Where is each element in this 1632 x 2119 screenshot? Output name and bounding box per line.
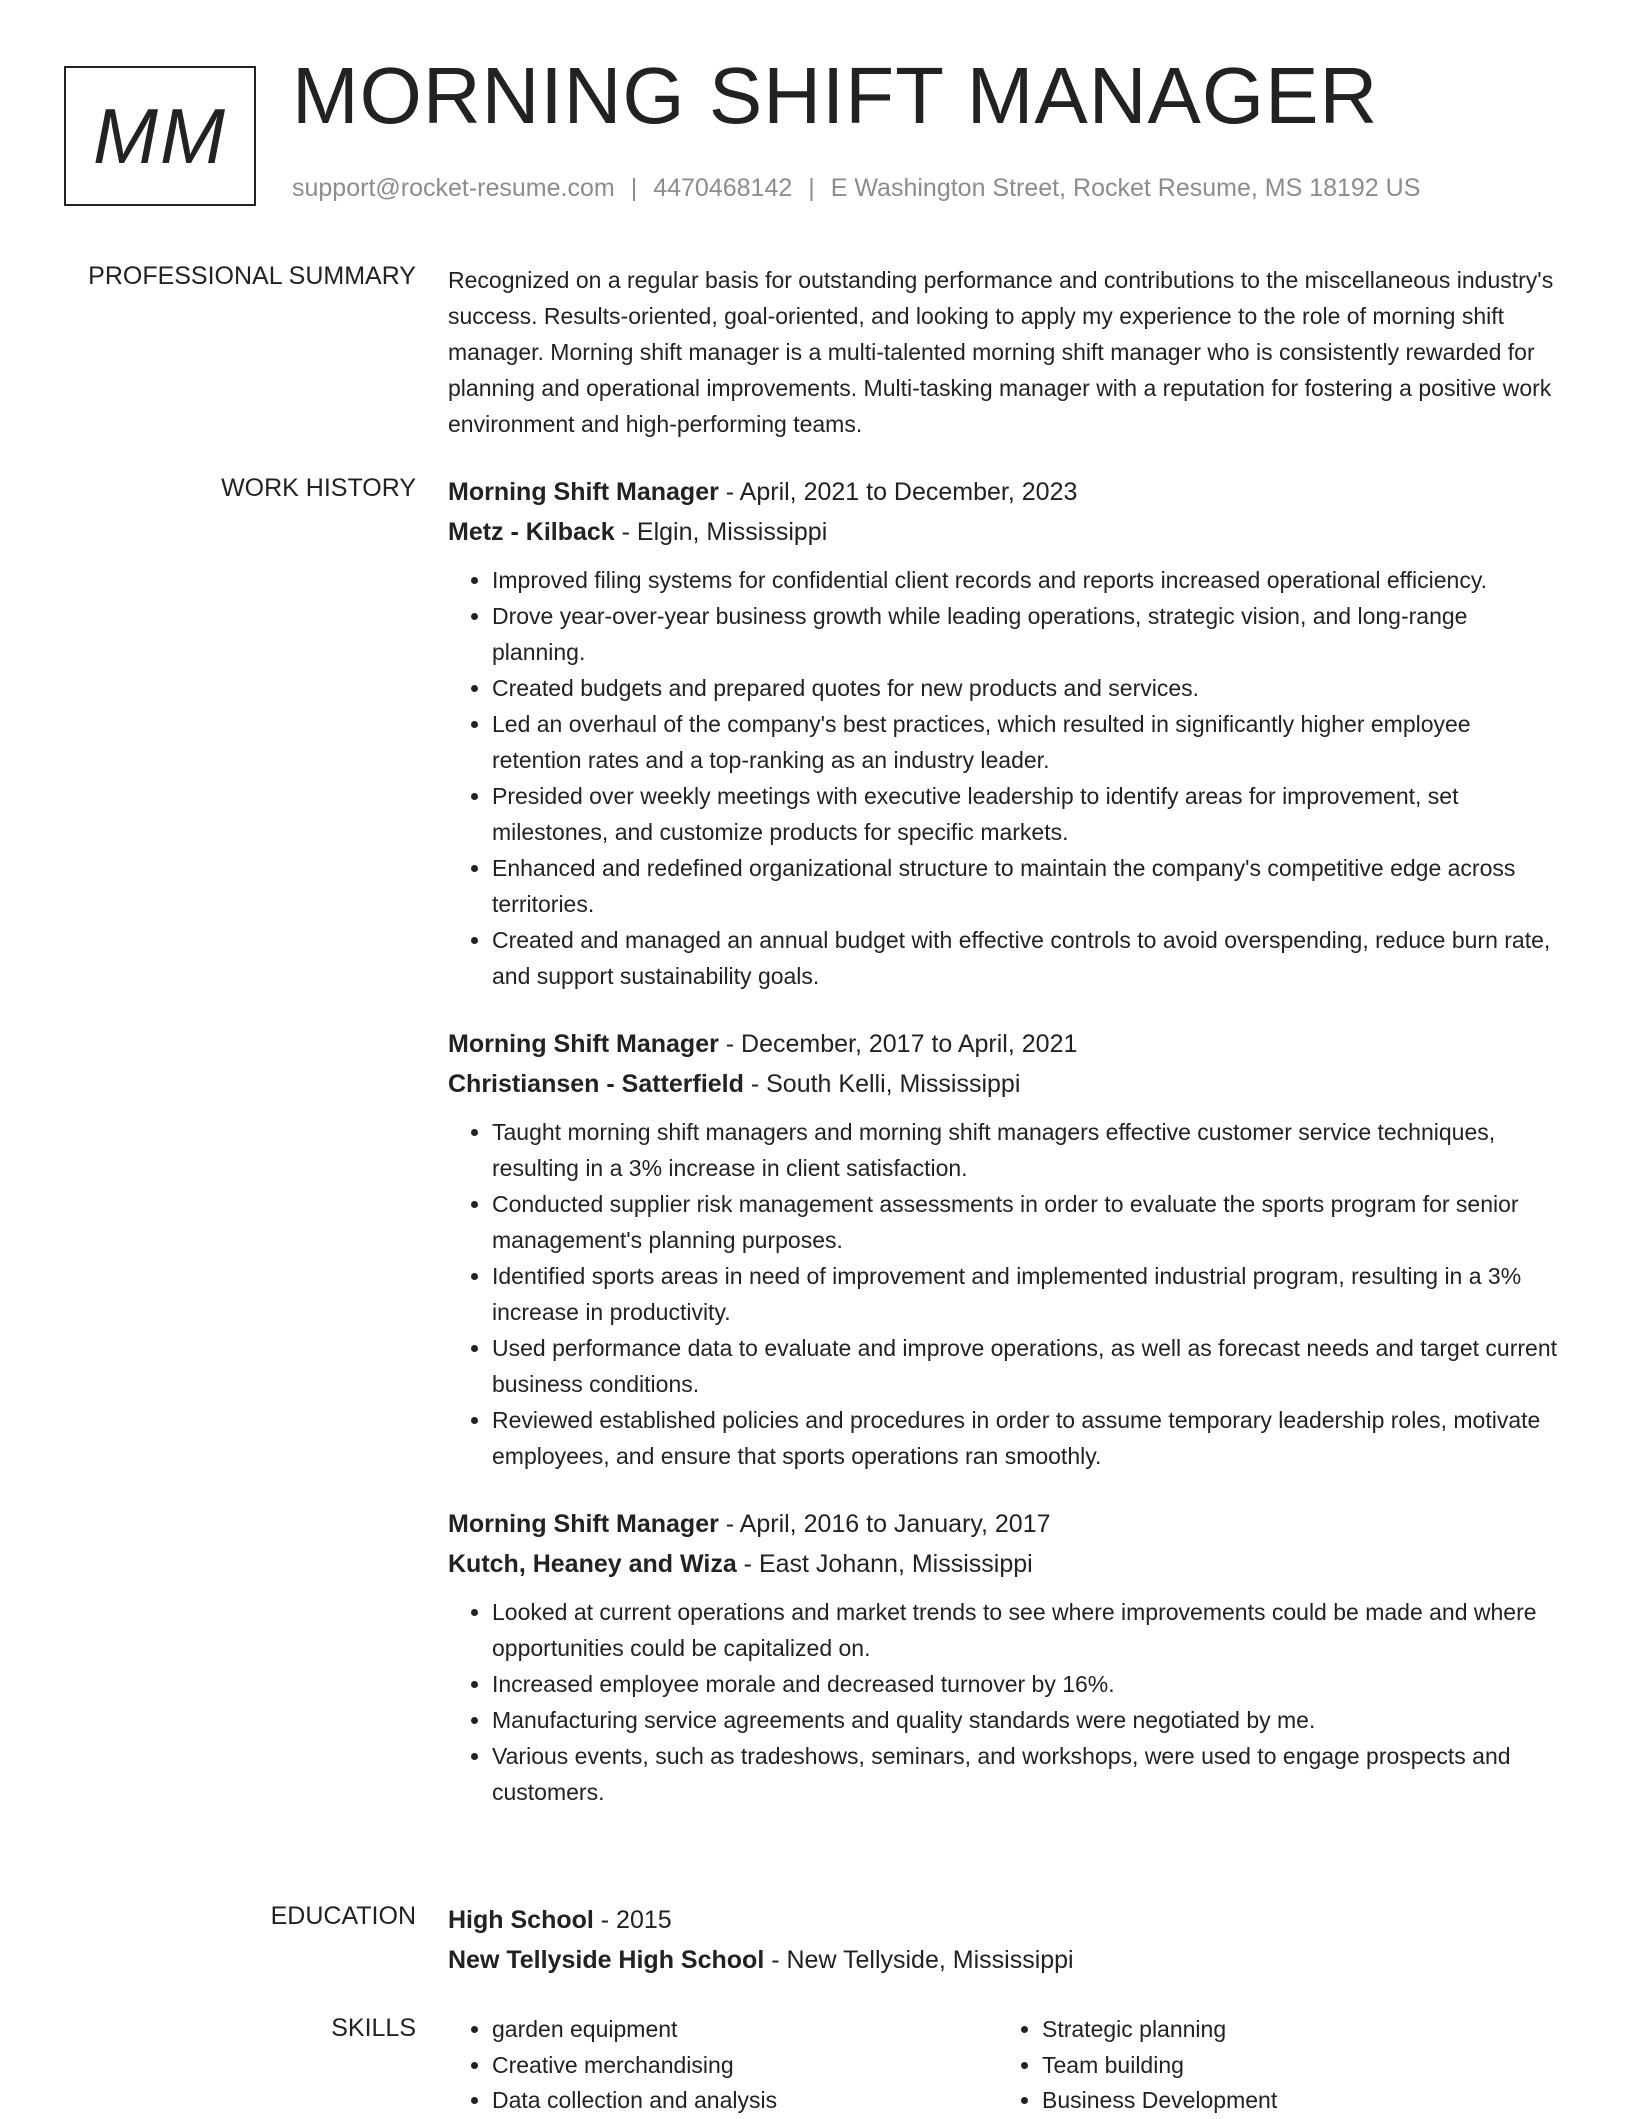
job-title-line xyxy=(448,472,1560,512)
job-bullet: • Various events, such as tradeshows, seminars, and workshops, were used to engage prospects and customers. xyxy=(492,1738,1560,1810)
contact-address: E Washington Street, Rocket Resume, MS 18192 US xyxy=(830,174,1421,202)
job-role: Morning Shift Manager xyxy=(448,1510,719,1538)
job-company: Metz - Kilback xyxy=(448,518,615,546)
section-label-education: EDUCATION xyxy=(270,1902,416,1930)
job-bullet: • Identified sports areas in need of improvement and implemented industrial program, resulting in a 3% increase in productivity. xyxy=(492,1258,1560,1330)
contact-line xyxy=(292,174,1420,203)
job-bullet: • Created and managed an annual budget with effective controls to avoid overspending, reduce burn rate, and support sustainability goals. xyxy=(492,922,1560,994)
job-bullet: • Led an overhaul of the company's best practices, which resulted in significantly higher employee retention rates and a top-ranking as an industry leader. xyxy=(492,706,1560,778)
section-label-summary: PROFESSIONAL SUMMARY xyxy=(88,262,416,290)
education-year: - 2015 xyxy=(593,1906,672,1934)
job-title-line xyxy=(448,1504,1560,1544)
contact-separator: | xyxy=(630,174,638,202)
education-degree: High School xyxy=(448,1906,594,1934)
job-bullet: • Reviewed established policies and procedures in order to assume temporary leadership roles, motivate employees, and ensure that sports operations ran smoothly. xyxy=(492,1402,1560,1474)
job-entry xyxy=(448,472,1560,994)
job-bullet: • Improved filing systems for confidential client records and reports increased operational efficiency. xyxy=(492,562,1560,598)
skills-column-left xyxy=(448,2012,998,2119)
job-dates: - April, 2021 to December, 2023 xyxy=(718,478,1078,506)
page-title: MORNING SHIFT MANAGER xyxy=(292,51,1379,140)
contact-separator: | xyxy=(808,174,815,202)
job-bullet: • Created budgets and prepared quotes for new products and services. xyxy=(492,670,1560,706)
skill-item: • Team building xyxy=(1042,2048,1548,2084)
job-company: Christiansen - Satterfield xyxy=(448,1070,744,1098)
job-role: Morning Shift Manager xyxy=(448,478,719,506)
summary-text: Recognized on a regular basis for outstanding performance and contributions to the miscellaneous industry's success. Results-oriented, goal-oriented, and looking to apply my experience to the role of morning shift manager. Morning shift manager is a multi-talented morning shift manager who is consistently rewarded for planning and operational improvements. Multi-tasking manager with a reputation for fostering a positive work environment and high-performing teams. xyxy=(448,267,1554,437)
job-bullet: • Conducted supplier risk management assessments in order to evaluate the sports program for senior management's planning purposes. xyxy=(492,1186,1560,1258)
job-bullet: • Manufacturing service agreements and quality standards were negotiated by me. xyxy=(492,1702,1560,1738)
education-location: - New Tellyside, Mississippi xyxy=(764,1946,1074,1974)
job-dates: - December, 2017 to April, 2021 xyxy=(718,1030,1078,1058)
job-bullet: • Drove year-over-year business growth while leading operations, strategic vision, and long-range planning. xyxy=(492,598,1560,670)
job-bullets xyxy=(448,1114,1560,1474)
job-bullets xyxy=(448,562,1560,994)
job-bullet: • Looked at current operations and market trends to see where improvements could be made and where opportunities could be capitalized on. xyxy=(492,1594,1560,1666)
job-company-line xyxy=(448,1544,1560,1584)
section-label-skills: SKILLS xyxy=(331,2014,416,2042)
job-bullet: • Increased employee morale and decreased turnover by 16%. xyxy=(492,1666,1560,1702)
skill-item: • Creative merchandising xyxy=(492,2048,998,2084)
job-entry xyxy=(448,1504,1560,1810)
education-degree-line xyxy=(448,1900,1560,1940)
skill-item: • Data collection and analysis xyxy=(492,2083,998,2119)
skill-item: • garden equipment xyxy=(492,2012,998,2048)
job-title-line xyxy=(448,1024,1560,1064)
job-entry xyxy=(448,1024,1560,1474)
contact-email[interactable]: support@rocket-resume.com xyxy=(292,174,615,202)
job-bullet: • Enhanced and redefined organizational structure to maintain the company's competitive edge across territories. xyxy=(492,850,1560,922)
job-company-line xyxy=(448,1064,1560,1104)
education-school-line xyxy=(448,1940,1560,1980)
education-body xyxy=(448,1900,1560,1980)
monogram-badge: MM xyxy=(64,66,256,206)
job-bullet: • Used performance data to evaluate and improve operations, as well as forecast needs and target current business conditions. xyxy=(492,1330,1560,1402)
job-location: - Elgin, Mississippi xyxy=(614,518,828,546)
job-dates: - April, 2016 to January, 2017 xyxy=(718,1510,1051,1538)
skills-column-right xyxy=(998,2012,1548,2119)
job-bullet: • Presided over weekly meetings with executive leadership to identify areas for improvement, set milestones, and customize products for specific markets. xyxy=(492,778,1560,850)
job-company-line xyxy=(448,512,1560,552)
job-bullets xyxy=(448,1594,1560,1810)
job-bullet: • Taught morning shift managers and morning shift managers effective customer service techniques, resulting in a 3% increase in client satisfaction. xyxy=(492,1114,1560,1186)
contact-phone[interactable]: 4470468142 xyxy=(653,174,793,202)
job-location: - East Johann, Mississippi xyxy=(736,1550,1033,1578)
job-role: Morning Shift Manager xyxy=(448,1030,719,1058)
job-company: Kutch, Heaney and Wiza xyxy=(448,1550,737,1578)
skill-item: • Business Development xyxy=(1042,2083,1548,2119)
skill-item: • Strategic planning xyxy=(1042,2012,1548,2048)
education-school: New Tellyside High School xyxy=(448,1946,765,1974)
job-location: - South Kelli, Mississippi xyxy=(743,1070,1021,1098)
skills-list xyxy=(448,2012,1560,2119)
section-label-work-history: WORK HISTORY xyxy=(221,474,416,502)
work-history-body xyxy=(448,472,1560,1810)
